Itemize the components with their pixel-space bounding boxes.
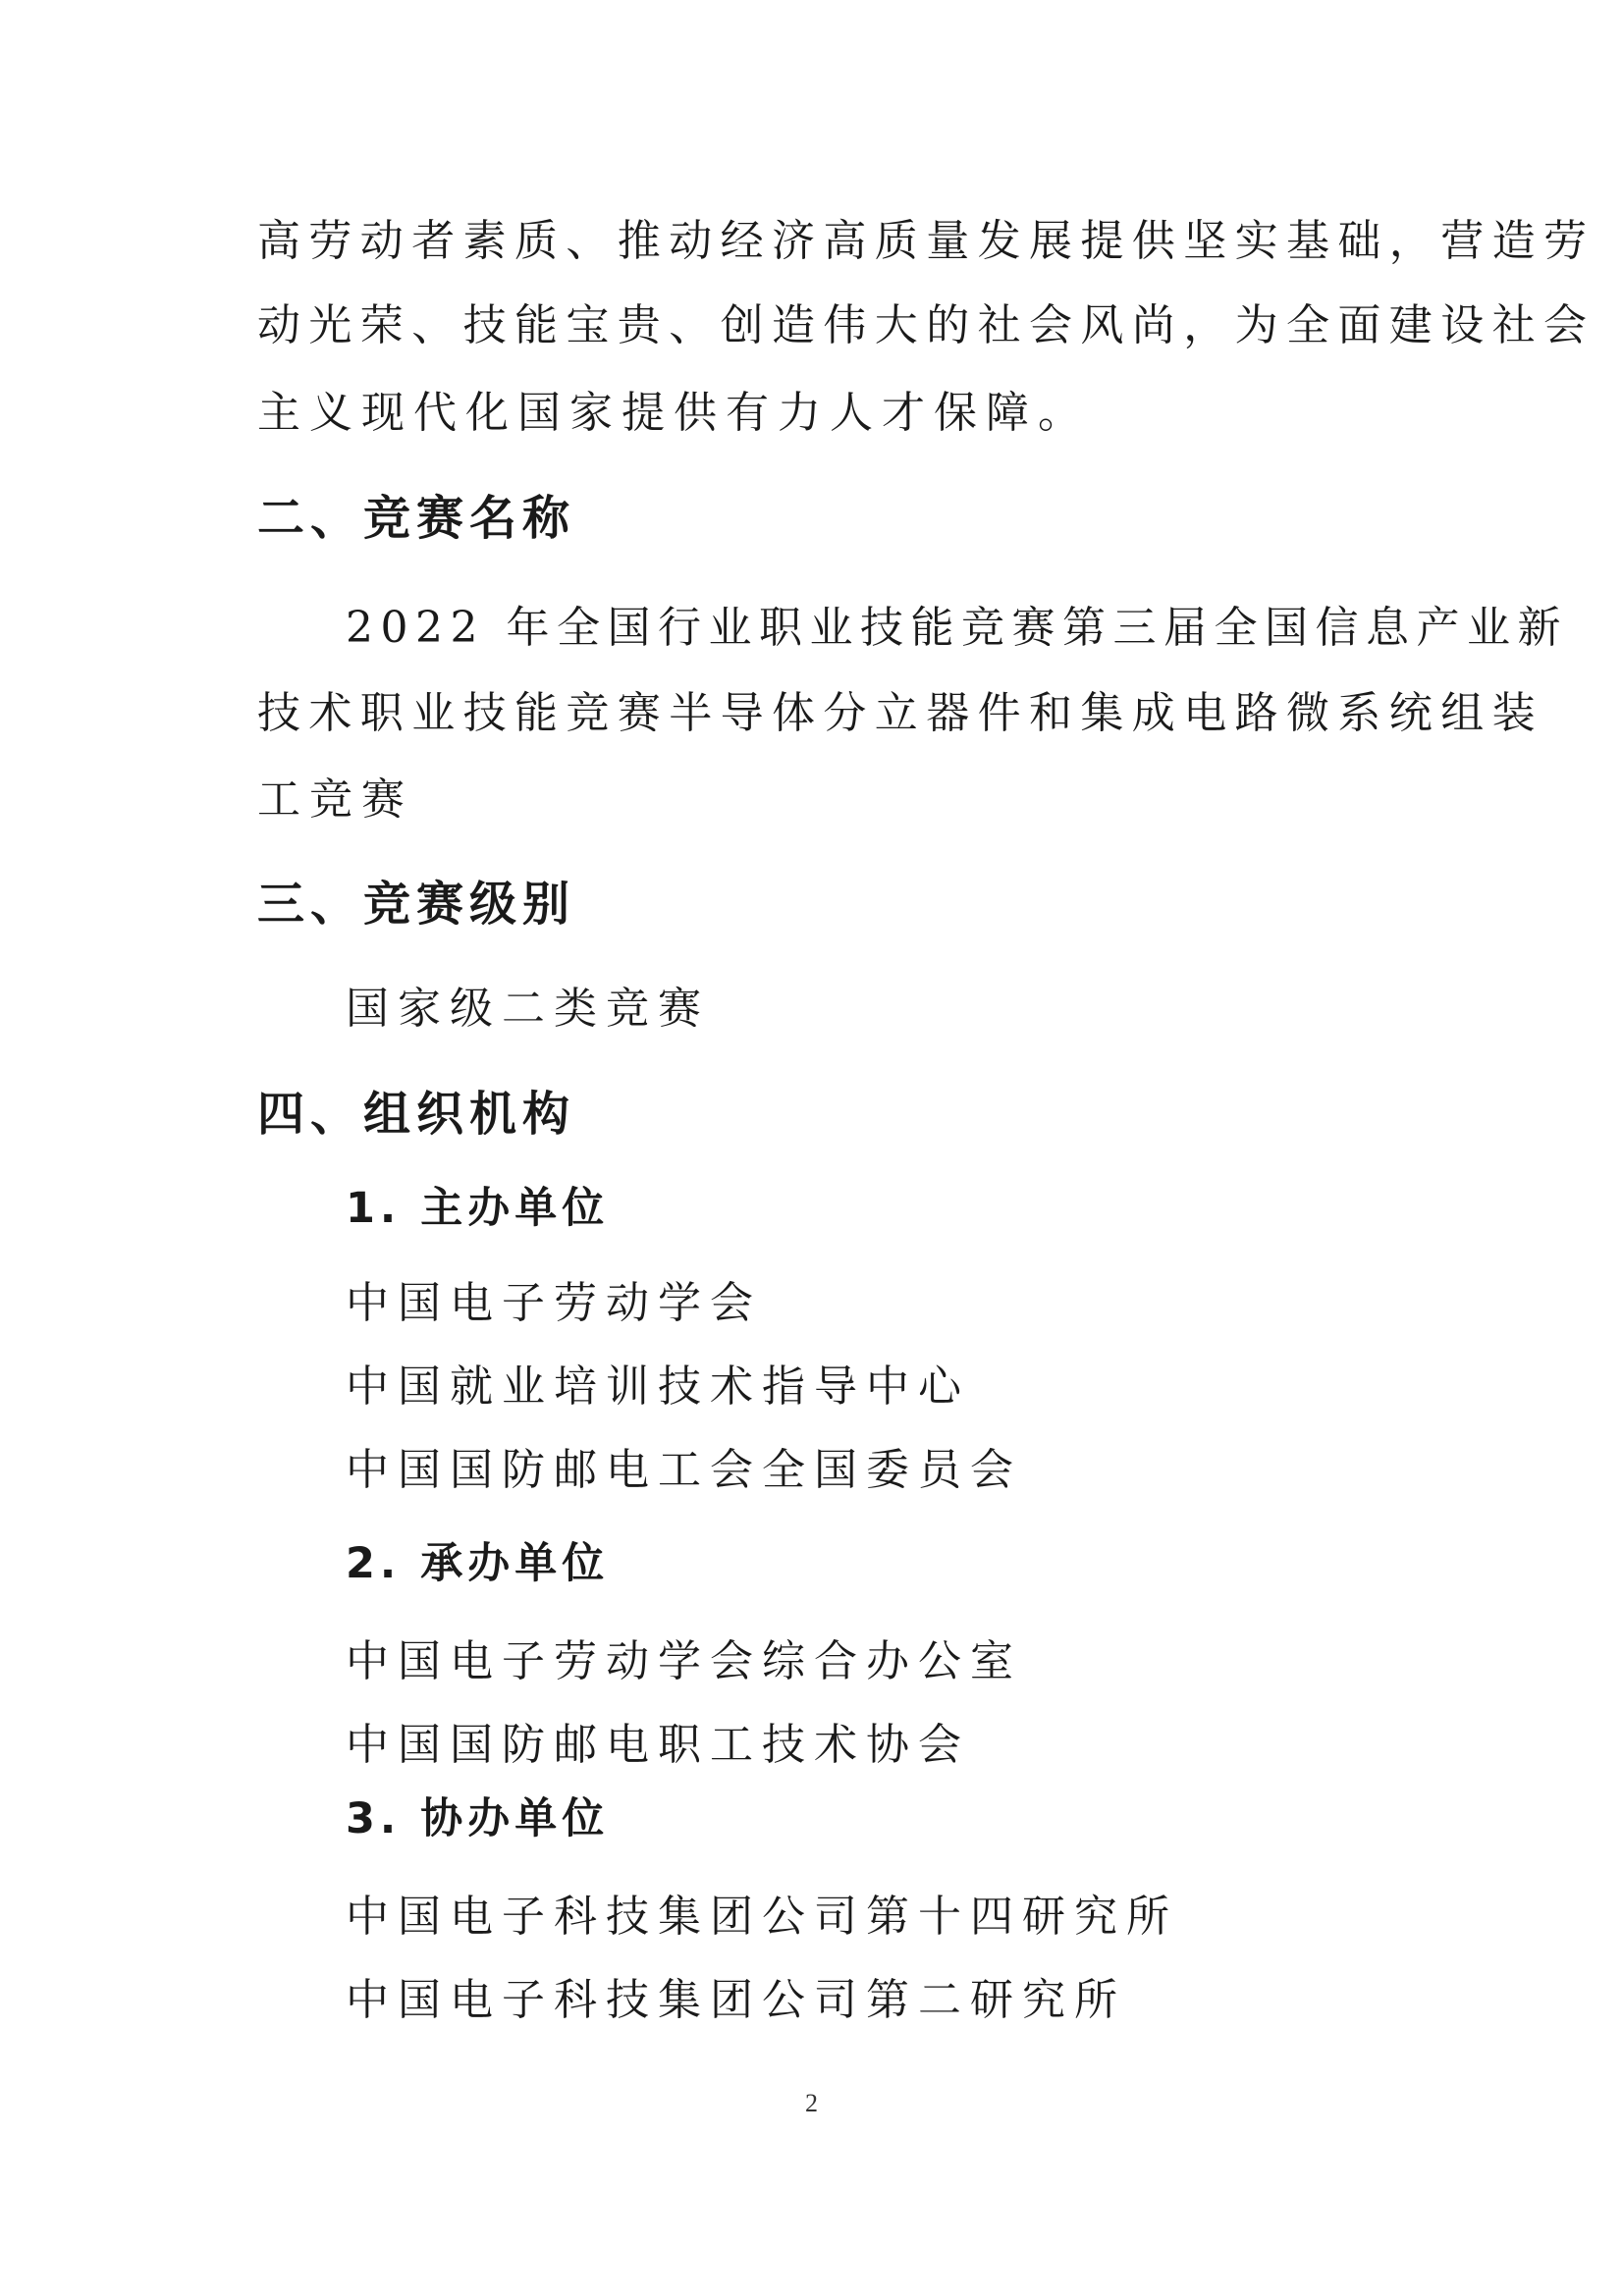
- page-number: 2: [805, 2089, 818, 2117]
- intro-line-2: 动光荣、技能宝贵、创造伟大的社会风尚，为全面建设社会: [257, 300, 1596, 350]
- competition-name-line-1: 2022 年全国行业职业技能竞赛第三届全国信息产业新: [346, 603, 1568, 653]
- competition-name-line-2: 技术职业技能竞赛半导体分立器件和集成电路微系统组装: [257, 688, 1543, 738]
- co-organizer-units-label: 3. 协办单位: [346, 1794, 610, 1843]
- organizer-unit-item: 中国国防邮电职工技术协会: [346, 1720, 970, 1770]
- competition-level-text: 国家级二类竞赛: [346, 984, 710, 1034]
- host-units-label: 1. 主办单位: [346, 1184, 610, 1233]
- host-unit-item: 中国电子劳动学会: [346, 1278, 762, 1328]
- section-heading-competition-level: 三、竞赛级别: [257, 877, 576, 932]
- organizer-unit-item: 中国电子劳动学会综合办公室: [346, 1636, 1022, 1686]
- organizer-units-label: 2. 承办单位: [346, 1539, 610, 1588]
- intro-line-1: 高劳动者素质、推动经济高质量发展提供坚实基础，营造劳: [257, 216, 1596, 266]
- host-unit-item: 中国就业培训技术指导中心: [346, 1362, 970, 1412]
- competition-name-line-3: 工竞赛: [257, 774, 413, 825]
- intro-line-3: 主义现代化国家提供有力人才保障。: [257, 388, 1090, 438]
- co-organizer-unit-item: 中国电子科技集团公司第二研究所: [346, 1975, 1126, 2025]
- co-organizer-unit-item: 中国电子科技集团公司第十四研究所: [346, 1892, 1178, 1942]
- section-heading-competition-name: 二、竞赛名称: [257, 491, 576, 546]
- host-unit-item: 中国国防邮电工会全国委员会: [346, 1445, 1022, 1495]
- section-heading-organization: 四、组织机构: [257, 1087, 576, 1142]
